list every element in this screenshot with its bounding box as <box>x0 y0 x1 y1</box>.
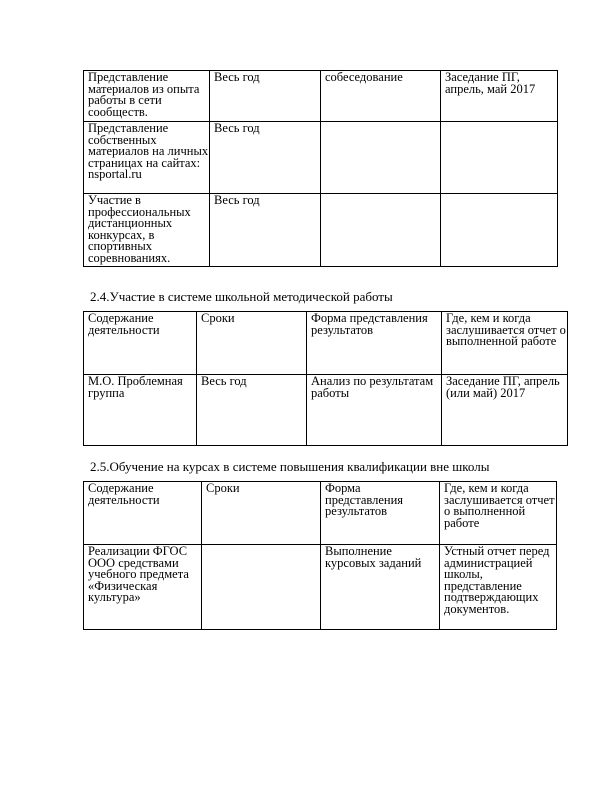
table-header-cell: Сроки <box>197 312 307 375</box>
table-header-cell: Где, кем и когда заслушивается отчет о выполненной работе <box>442 312 568 375</box>
table-cell: Участие в профессиональных дистанционных конкурсах, в спортивных соревнованиях. <box>84 194 210 267</box>
table-row <box>84 122 558 194</box>
table-cell: Заседание ПГ, апрель (или май) 2017 <box>442 375 568 446</box>
methodical-work-table <box>83 311 568 446</box>
table-cell <box>441 122 558 194</box>
table-cell: собеседование <box>321 71 441 122</box>
table-cell: Весь год <box>197 375 307 446</box>
table-cell <box>321 194 441 267</box>
table-cell: Заседание ПГ, апрель, май 2017 <box>441 71 558 122</box>
table-cell: Представление собственных материалов на личных страницах на сайтах: nsportal.ru <box>84 122 210 194</box>
table-cell: Весь год <box>210 122 321 194</box>
table-cell <box>202 545 321 630</box>
table-header-cell: Форма представления результатов <box>307 312 442 375</box>
table-cell: Представление материалов из опыта работы в сети сообществ. <box>84 71 210 122</box>
table-cell: Реализации ФГОС ООО средствами учебного предмета «Физическая культура» <box>84 545 202 630</box>
table-cell: Весь год <box>210 194 321 267</box>
table-cell <box>321 122 441 194</box>
qualification-courses-table <box>83 481 557 630</box>
table-header-cell: Сроки <box>202 482 321 545</box>
table-cell: Весь год <box>210 71 321 122</box>
table-header-row <box>84 482 557 545</box>
table-cell: Выполнение курсовых заданий <box>321 545 440 630</box>
table-header-row <box>84 312 568 375</box>
table-row <box>84 71 558 122</box>
section-heading-2-4: 2.4.Участие в системе школьной методической работы <box>90 289 393 304</box>
table-row <box>84 545 557 630</box>
section-heading-2-5: 2.5.Обучение на курсах в системе повышения квалификации вне школы <box>90 459 490 474</box>
table-header-cell: Содержание деятельности <box>84 482 202 545</box>
table-header-cell: Содержание деятельности <box>84 312 197 375</box>
table-header-cell: Форма представления результатов <box>321 482 440 545</box>
table-cell: М.О. Проблемная группа <box>84 375 197 446</box>
table-cell <box>441 194 558 267</box>
table-row <box>84 194 558 267</box>
table-header-cell: Где, кем и когда заслушивается отчет о выполненной работе <box>440 482 557 545</box>
table-cell: Устный отчет перед администрацией школы, представление подтверждающих документов. <box>440 545 557 630</box>
table-row <box>84 375 568 446</box>
table-cell: Анализ по результатам работы <box>307 375 442 446</box>
activity-table-continued <box>83 70 558 267</box>
